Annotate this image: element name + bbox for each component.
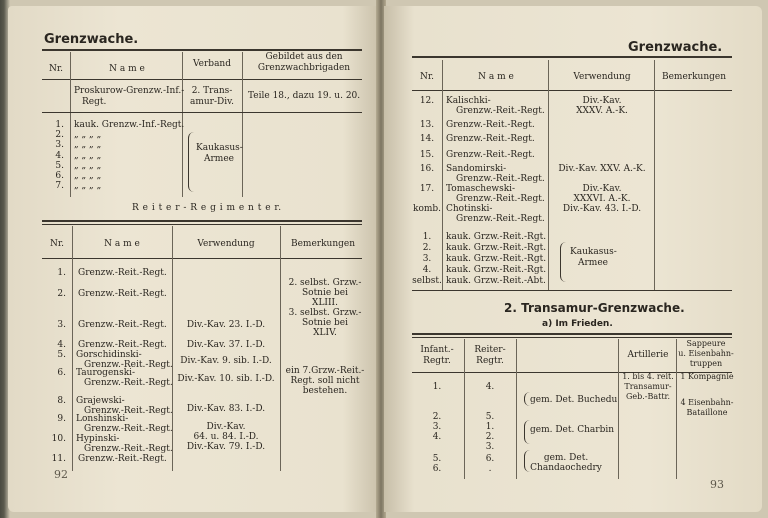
row-nr: 16. — [419, 164, 435, 174]
col-artillerie: Artillerie — [627, 350, 669, 360]
col-gebildet-2: Grenzwachbrigaden — [257, 63, 351, 73]
row-verwendung: Div.-Kav. — [206, 422, 246, 432]
col-nr: Nr. — [48, 64, 64, 74]
row-name: Grenzw.-Reit.-Regt. — [78, 340, 167, 350]
col-verwendung: Verwendung — [197, 239, 255, 249]
col-gebildet: Gebildet aus den — [265, 52, 343, 62]
infant-regt: 1. — [432, 382, 442, 392]
row-verwendung: Div.-Kav. 10. sib. I.-D. — [177, 374, 275, 384]
bemerkung-line: Regt. soll nicht — [290, 376, 360, 386]
col-sappeure-3: truppen — [689, 359, 723, 368]
col-verwendung: Verwendung — [573, 72, 631, 82]
reiter-regt: 1. — [485, 422, 495, 432]
row-name: Lonshinski- — [76, 414, 129, 424]
row-nr: 6. — [57, 368, 66, 378]
row-name: Grenzw.-Reit.-Regt. — [446, 120, 535, 130]
brace — [524, 420, 530, 444]
row-name: Chotinski- — [446, 204, 493, 214]
row-name: „ „ „ „ — [74, 140, 102, 151]
row-name: Grenzw.-Reit.-Regt. — [78, 454, 167, 464]
row-verwendung: Div.-Kav. 9. sib. I.-D. — [180, 356, 272, 366]
bemerkung-line: ein 7.Grzw.-Reit.- — [285, 366, 365, 376]
artillerie: Transamur- — [624, 382, 672, 391]
row-verwendung: Div.-Kav. 83. I.-D. — [186, 404, 266, 414]
row-nr: 6. — [55, 171, 64, 181]
row-nr: 14. — [419, 134, 435, 144]
gem-det: gem. Det. Charbin — [530, 425, 615, 435]
gem-det: Chandaochedry — [530, 463, 602, 473]
row0-name-2: Regt. — [82, 97, 107, 107]
row0-name: Proskurow-Grenzw.-Inf.- — [74, 86, 185, 96]
row-name: kauk. Grzw.-Reit.-Rgt. — [446, 254, 547, 264]
row-name: Hypinski- — [76, 434, 120, 444]
row-nr: 2. — [422, 243, 432, 253]
row-name: Grenzw.-Reit.-Regt. — [78, 320, 167, 330]
bemerkung-line: 3. selbst. Grzw.- — [288, 308, 362, 318]
row-name: „ „ „ „ — [74, 150, 102, 161]
row0-verband: 2. Trans- — [191, 86, 233, 96]
page-number: 93 — [710, 478, 724, 491]
row-name: Grenzw.-Reit.-Regt. — [446, 134, 535, 144]
row-nr: selbst. — [412, 276, 442, 286]
row-nr: komb. — [412, 204, 442, 214]
armee-label: Armee — [578, 258, 608, 268]
section-title: 2. Transamur-Grenzwache. — [504, 301, 685, 315]
col-infant: Infant.- — [420, 345, 454, 355]
section-subtitle: a) Im Frieden. — [542, 319, 613, 329]
row-verwendung: Div.-Kav. 37. I.-D. — [186, 340, 266, 350]
row-name: Grenzw.-Reit.-Regt. — [84, 424, 173, 434]
kaukasus-label: Kaukasus- — [570, 247, 617, 257]
brace — [560, 242, 566, 282]
col-reiter-2: Regtr. — [476, 356, 504, 366]
page-number: 92 — [54, 468, 68, 481]
row-name: Gorschidinski- — [76, 350, 142, 360]
sappeure: 4 Eisenbahn- — [680, 398, 734, 407]
row-name: „ „ „ „ — [74, 181, 102, 192]
bemerkung-line: XLIII. — [312, 298, 338, 308]
artillerie: Geb.-Battr. — [625, 392, 671, 401]
row-name: kauk. Grzw.-Reit.-Rgt. — [446, 265, 547, 275]
reiter-regt: 5. — [485, 412, 495, 422]
infant-regt: 4. — [432, 432, 442, 442]
kaukasus-label: Kaukasus- — [196, 143, 243, 153]
right-page — [384, 6, 762, 512]
row-verwendung: XXXVI. A.-K. — [573, 194, 631, 204]
gem-det: gem. Det. — [543, 453, 589, 463]
row-nr: 4. — [422, 265, 432, 275]
row-verwendung: Div.-Kav. 79. I.-D. — [186, 442, 266, 452]
row-name: Grajewski- — [76, 396, 125, 406]
row-nr: 17. — [419, 184, 435, 194]
reiter-regt: 2. — [485, 432, 495, 442]
row-verwendung: Div.-Kav. — [582, 184, 622, 194]
col-nr: Nr. — [419, 72, 435, 82]
col-bemerkungen: Bemerkungen — [290, 239, 356, 249]
brace — [524, 392, 530, 406]
row0-gebildet: Teile 18., dazu 19. u. 20. — [248, 91, 361, 101]
bemerkung-line: Sotnie bei — [301, 318, 349, 328]
col-bemerkungen: Bemerkungen — [661, 72, 727, 82]
row-name: kauk. Grzw.-Reit.-Abt. — [446, 276, 546, 286]
row-verwendung: XXXV. A.-K. — [576, 106, 628, 116]
row-name: Grenzw.-Reit.-Regt. — [84, 444, 173, 454]
row-nr: 5. — [57, 350, 66, 360]
row-name: Grenzw.-Reit.-Regt. — [84, 406, 173, 416]
row-nr: 1. — [57, 268, 66, 278]
row-nr: 2. — [55, 130, 64, 141]
row-nr: 2. — [57, 289, 66, 299]
brace — [188, 132, 194, 192]
row-name: Grenzw.-Reit.-Regt. — [84, 360, 173, 370]
row-name: Grenzw.-Reit.-Regt. — [456, 174, 545, 184]
infant-regt: 3. — [432, 422, 442, 432]
row-name: Grenzw.-Reit.-Regt. — [456, 214, 545, 224]
col-sappeure: Sappeure — [686, 339, 726, 348]
row-name: kauk. Grenzw.-Inf.-Regt. — [74, 120, 185, 130]
row-verwendung: Div.-Kav. XXV. A.-K. — [558, 164, 646, 174]
row-verwendung: Div.-Kav. 43. I.-D. — [562, 204, 642, 214]
row-nr: 4. — [55, 150, 64, 161]
row-nr: 9. — [57, 414, 66, 424]
bemerkung-line: bestehen. — [302, 386, 348, 396]
armee-label: Armee — [204, 154, 234, 164]
col-verband: Verband — [193, 59, 231, 69]
row-nr: 11. — [51, 454, 66, 464]
artillerie: 1. bis 4. reit. — [622, 372, 674, 381]
page-header: Grenzwache. — [44, 32, 139, 47]
reiter-regt: 6. — [485, 454, 495, 464]
row-name: „ „ „ „ — [74, 171, 102, 181]
row-nr: 10. — [51, 434, 66, 444]
row-name: Sandomirski- — [446, 164, 507, 174]
row-verwendung: Div.-Kav. 23. I.-D. — [186, 320, 266, 330]
col-name: N a m e — [104, 239, 140, 249]
infant-regt: 5. — [432, 454, 442, 464]
page-header: Grenzwache. — [628, 40, 723, 55]
row-name: kauk. Grzw.-Reit.-Rgt. — [446, 243, 547, 253]
row-name: Kalischki- — [446, 96, 491, 106]
row-nr: 4. — [57, 340, 66, 350]
col-name: N a m e — [478, 72, 514, 82]
row-verwendung: Div.-Kav. — [582, 96, 622, 106]
bemerkung-line: Sotnie bei — [301, 288, 349, 298]
row-name: Tomaschewski- — [446, 184, 516, 194]
row-name: Grenzw.-Reit.-Regt. — [446, 150, 535, 160]
col-nr: Nr. — [49, 239, 65, 249]
row-name: Grenzw.-Reit.-Regt. — [456, 106, 545, 116]
row-name: kauk. Grzw.-Reit.-Rgt. — [446, 232, 547, 242]
brace — [524, 450, 530, 472]
reiter-title: R e i t e r - R e g i m e n t e r. — [132, 203, 282, 213]
row-nr: 1. — [55, 120, 64, 130]
row-nr: 1. — [422, 232, 432, 242]
row-name: Grenzw.-Reit.-Regt. — [78, 268, 167, 278]
row-name: Grenzw.-Reit.-Regt. — [456, 194, 545, 204]
bemerkung-line: 2. selbst. Grzw.- — [288, 278, 362, 288]
sappeure: Bataillone — [686, 408, 728, 417]
left-page — [8, 6, 380, 512]
row-nr: 3. — [55, 140, 64, 151]
bemerkung-line: XLIV. — [313, 328, 337, 338]
col-infant-2: Regtr. — [423, 356, 451, 366]
row-name: Grenzw.-Reit.-Regt. — [84, 378, 173, 388]
col-sappeure-2: u. Eisenbahn- — [678, 349, 734, 358]
infant-regt: 2. — [432, 412, 442, 422]
row-name: „ „ „ „ — [74, 130, 102, 141]
row-name: Taurogenski- — [76, 368, 136, 378]
row-nr: 3. — [57, 320, 66, 330]
row0-verband-2: amur-Div. — [189, 97, 234, 107]
reiter-regt: 3. — [485, 442, 495, 452]
row-name: „ „ „ „ — [74, 160, 102, 171]
row-nr: 15. — [419, 150, 435, 160]
row-nr: 12. — [419, 96, 435, 106]
row-name: Grenzw.-Reit.-Regt. — [78, 289, 167, 299]
row-nr: 5. — [55, 160, 64, 171]
gem-det: gem. Det. Buchedu — [530, 395, 618, 405]
row-nr: 7. — [55, 181, 64, 192]
row-nr: 3. — [422, 254, 432, 264]
col-reiter: Reiter- — [474, 345, 506, 355]
sappeure: 1 Kompagnie — [680, 372, 734, 381]
reiter-regt: . — [488, 464, 492, 474]
row-nr: 8. — [57, 396, 66, 406]
row-verwendung: 64. u. 84. I.-D. — [193, 432, 259, 442]
col-name: N a m e — [109, 64, 145, 74]
row-nr: 13. — [419, 120, 435, 130]
infant-regt: 6. — [432, 464, 442, 474]
reiter-regt: 4. — [485, 382, 495, 392]
